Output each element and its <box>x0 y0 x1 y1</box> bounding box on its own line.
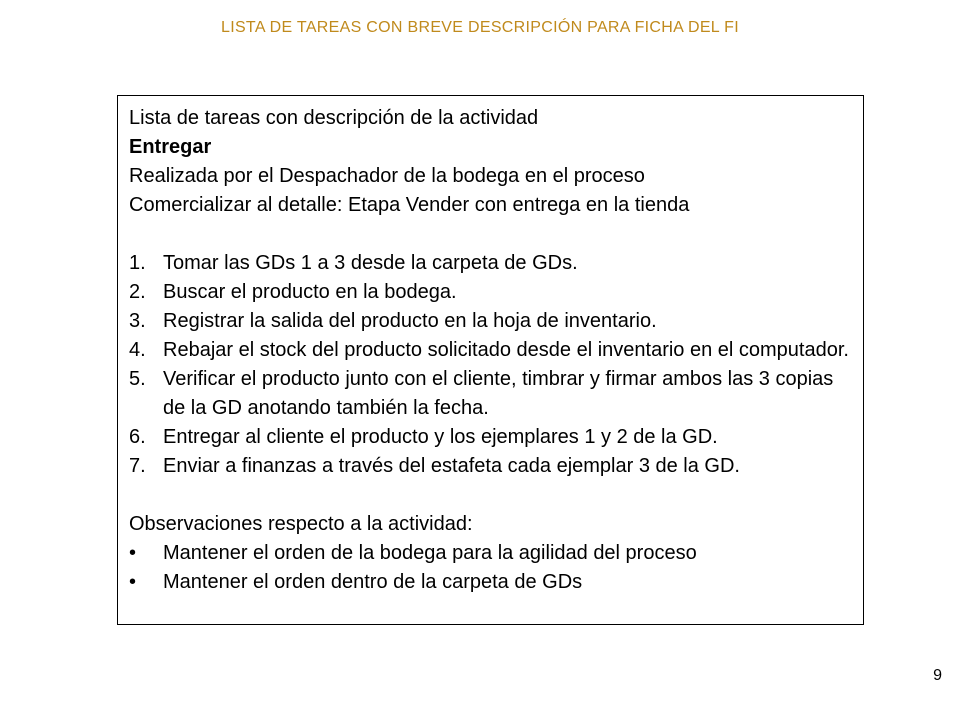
task-number: 7. <box>129 455 146 477</box>
task-text: Tomar las GDs 1 a 3 desde la carpeta de GDs. <box>163 252 578 274</box>
task-number: 3. <box>129 310 146 332</box>
task-item <box>129 423 863 452</box>
task-text: Rebajar el stock del producto solicitado desde el inventario en el computador. <box>163 339 849 361</box>
intro-text: Lista de tareas con descripción de la actividad <box>129 107 539 129</box>
task-list <box>129 249 863 481</box>
slide-title: LISTA DE TAREAS CON BREVE DESCRIPCIÓN PARA FICHA DEL FI <box>221 19 739 36</box>
task-text: Entregar al cliente el producto y los ejemplares 1 y 2 de la GD. <box>163 426 718 448</box>
activity-name: Entregar <box>129 136 212 158</box>
spacer <box>129 481 863 510</box>
task-item <box>129 249 863 278</box>
task-item <box>129 452 863 481</box>
observation-text: Mantener el orden de la bodega para la agilidad del proceso <box>163 542 697 564</box>
task-number: 6. <box>129 426 146 448</box>
task-item <box>129 365 863 423</box>
bullet-icon: • <box>129 571 137 593</box>
observations-list <box>129 539 863 597</box>
task-number: 4. <box>129 339 146 361</box>
task-item <box>129 307 863 336</box>
performer-line-2: Comercializar al detalle: Etapa Vender con entrega en la tienda <box>129 194 690 216</box>
task-text: Registrar la salida del producto en la hoja de inventario. <box>163 310 657 332</box>
observations-heading: Observaciones respecto a la actividad: <box>129 513 473 535</box>
task-text: Enviar a finanzas a través del estafeta cada ejemplar 3 de la GD. <box>163 455 740 477</box>
task-text: Buscar el producto en la bodega. <box>163 281 457 303</box>
observation-text: Mantener el orden dentro de la carpeta de GDs <box>163 571 583 593</box>
task-text: Verificar el producto junto con el cliente, timbrar y firmar ambos las 3 copias de la GD anotando también la fecha. <box>163 368 834 419</box>
performer-line-1: Realizada por el Despachador de la bodega en el proceso <box>129 165 645 187</box>
spacer <box>129 220 863 249</box>
task-item <box>129 336 863 365</box>
content-box <box>117 95 864 625</box>
task-number: 1. <box>129 252 146 274</box>
observation-item <box>129 568 863 597</box>
page-number: 9 <box>933 667 942 684</box>
task-number: 2. <box>129 281 146 303</box>
observation-item <box>129 539 863 568</box>
bullet-icon: • <box>129 542 137 564</box>
task-number: 5. <box>129 368 146 390</box>
task-item <box>129 278 863 307</box>
